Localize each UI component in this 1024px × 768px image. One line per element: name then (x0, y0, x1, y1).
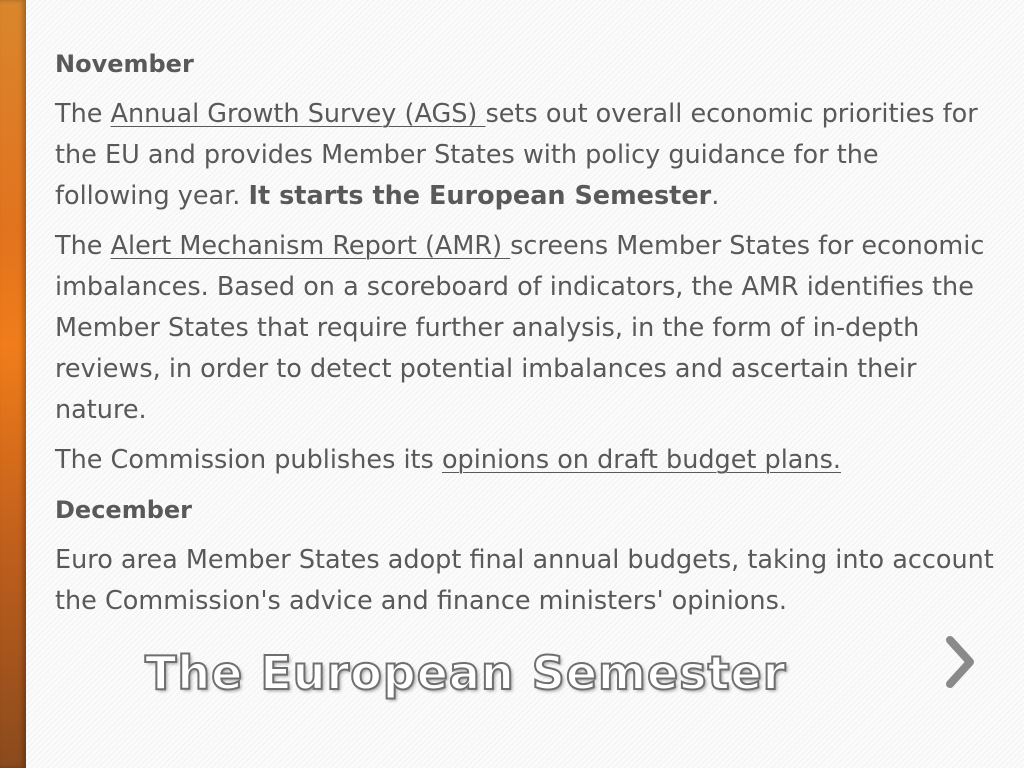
slide-title: The European Semester (145, 646, 787, 700)
amr-link[interactable]: Alert Mechanism Report (AMR) (110, 231, 511, 261)
ags-paragraph (55, 94, 995, 217)
ags-end: . (711, 181, 720, 211)
amr-text: screens Member States for economic imbalances. Based on a scoreboard of indicators, the AMR identifies the Member States that require further analysis, in the form of in-depth reviews, in order to detect potential imbalances and ascertain their nature. (55, 231, 985, 425)
amr-paragraph (55, 226, 995, 431)
december-paragraph: Euro area Member States adopt final annual budgets, taking into account the Commission's advice and finance ministers' opinions. (55, 545, 994, 616)
ags-text: sets out overall economic priorities for the EU and provides Member States with policy guidance for the following year. (55, 99, 978, 211)
ags-link[interactable]: Annual Growth Survey (AGS) (110, 99, 486, 129)
opinions-paragraph (55, 440, 995, 481)
ags-pre: The (55, 99, 111, 129)
left-accent-bar (0, 0, 26, 768)
opinions-link[interactable]: opinions on draft budget plans. (441, 445, 841, 475)
ags-bold-text: It starts the European Semester (248, 181, 712, 211)
chevron-right-icon[interactable] (940, 632, 980, 692)
amr-pre: The (55, 231, 111, 261)
december-heading: December (55, 496, 193, 524)
opinions-pre: The Commission publishes its (55, 445, 442, 475)
november-heading: November (55, 50, 194, 78)
slide-body (55, 44, 995, 631)
